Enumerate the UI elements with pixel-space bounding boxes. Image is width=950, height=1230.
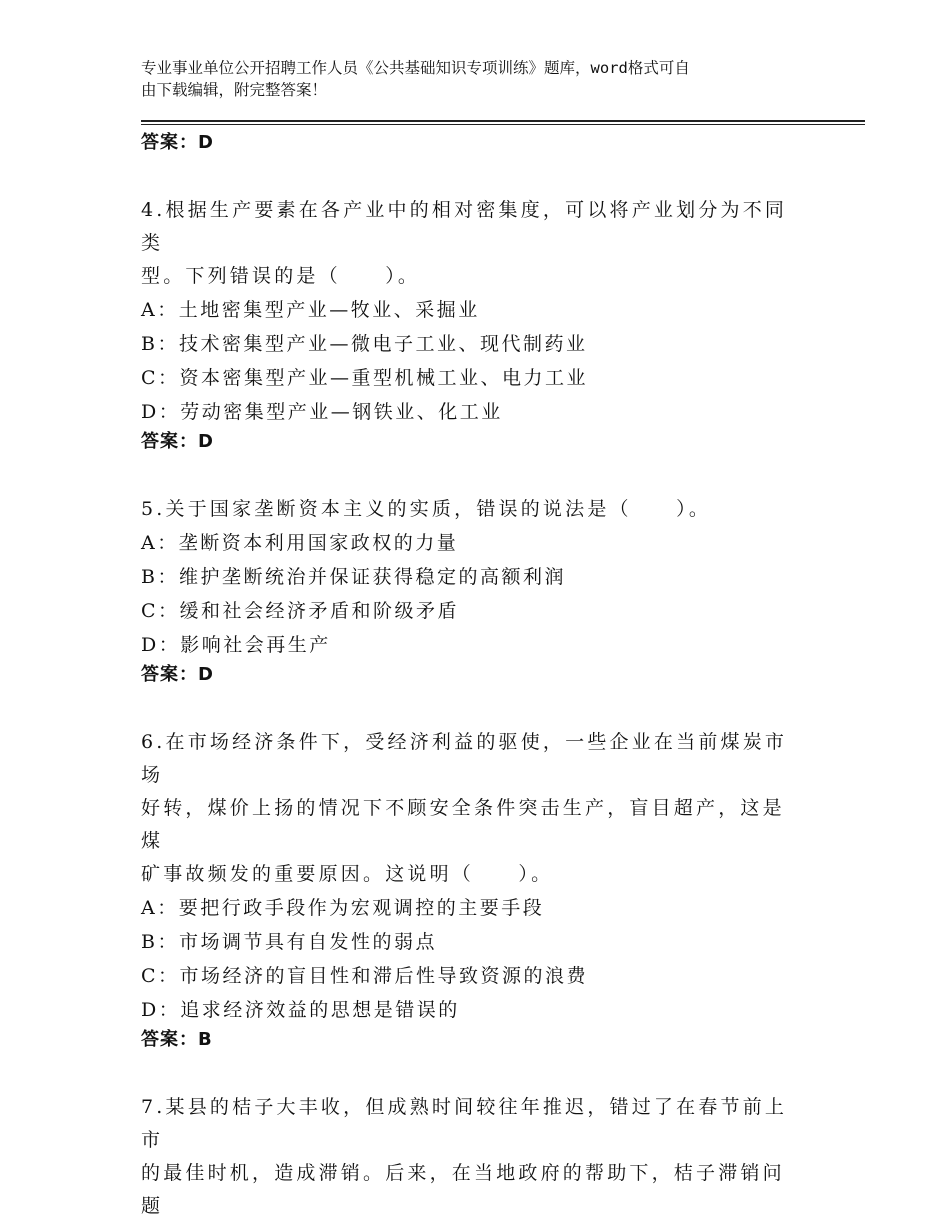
question-7 xyxy=(141,1091,801,1223)
option-c: C：资本密集型产业—重型机械工业、电力工业 xyxy=(141,367,589,389)
option-c: C：缓和社会经济矛盾和阶级矛盾 xyxy=(141,600,460,622)
header-line-2: 由下载编辑，附完整答案！ xyxy=(141,81,328,99)
question-stem: 矿事故频发的重要原因。这说明（ ）。 xyxy=(141,863,554,885)
option-a: A：土地密集型产业—牧业、采掘业 xyxy=(141,299,480,321)
question-5 xyxy=(141,493,801,688)
question-stem: 4.根据生产要素在各产业中的相对密集度，可以将产业划分为不同类 xyxy=(141,199,788,254)
question-4 xyxy=(141,194,801,455)
option-a: A：要把行政手段作为宏观调控的主要手段 xyxy=(141,897,545,919)
option-c: C：市场经济的盲目性和滞后性导致资源的浪费 xyxy=(141,965,589,987)
question-stem: 的最佳时机，造成滞销。后来，在当地政府的帮助下，桔子滞销问题 xyxy=(141,1162,785,1217)
previous-answer: 答案：D xyxy=(141,132,214,153)
option-d: D：影响社会再生产 xyxy=(141,634,331,656)
question-stem: 7.某县的桔子大丰收，但成熟时间较往年推迟，错过了在春节前上市 xyxy=(141,1096,788,1151)
option-d: D：追求经济效益的思想是错误的 xyxy=(141,999,460,1021)
header-rule-thin xyxy=(141,124,865,125)
header-rule-thick xyxy=(141,120,865,122)
header-line-1: 专业事业单位公开招聘工作人员《公共基础知识专项训练》题库，word格式可自 xyxy=(141,59,690,77)
answer: 答案：D xyxy=(141,431,214,452)
question-stem: 型。下列错误的是（ ）。 xyxy=(141,265,421,287)
question-stem: 5.关于国家垄断资本主义的实质，错误的说法是（ ）。 xyxy=(141,498,712,520)
document-header xyxy=(141,57,821,101)
question-list xyxy=(141,130,801,1223)
option-b: B：市场调节具有自发性的弱点 xyxy=(141,931,437,953)
option-b: B：技术密集型产业—微电子工业、现代制药业 xyxy=(141,333,588,355)
answer: 答案：D xyxy=(141,664,214,685)
answer: 答案：B xyxy=(141,1029,213,1050)
option-b: B：维护垄断统治并保证获得稳定的高额利润 xyxy=(141,566,566,588)
question-stem: 6.在市场经济条件下，受经济利益的驱使，一些企业在当前煤炭市场 xyxy=(141,731,788,786)
option-a: A：垄断资本利用国家政权的力量 xyxy=(141,532,459,554)
option-d: D：劳动密集型产业—钢铁业、化工业 xyxy=(141,401,503,423)
question-stem: 好转，煤价上扬的情况下不顾安全条件突击生产，盲目超产，这是煤 xyxy=(141,797,785,852)
question-6 xyxy=(141,726,801,1053)
